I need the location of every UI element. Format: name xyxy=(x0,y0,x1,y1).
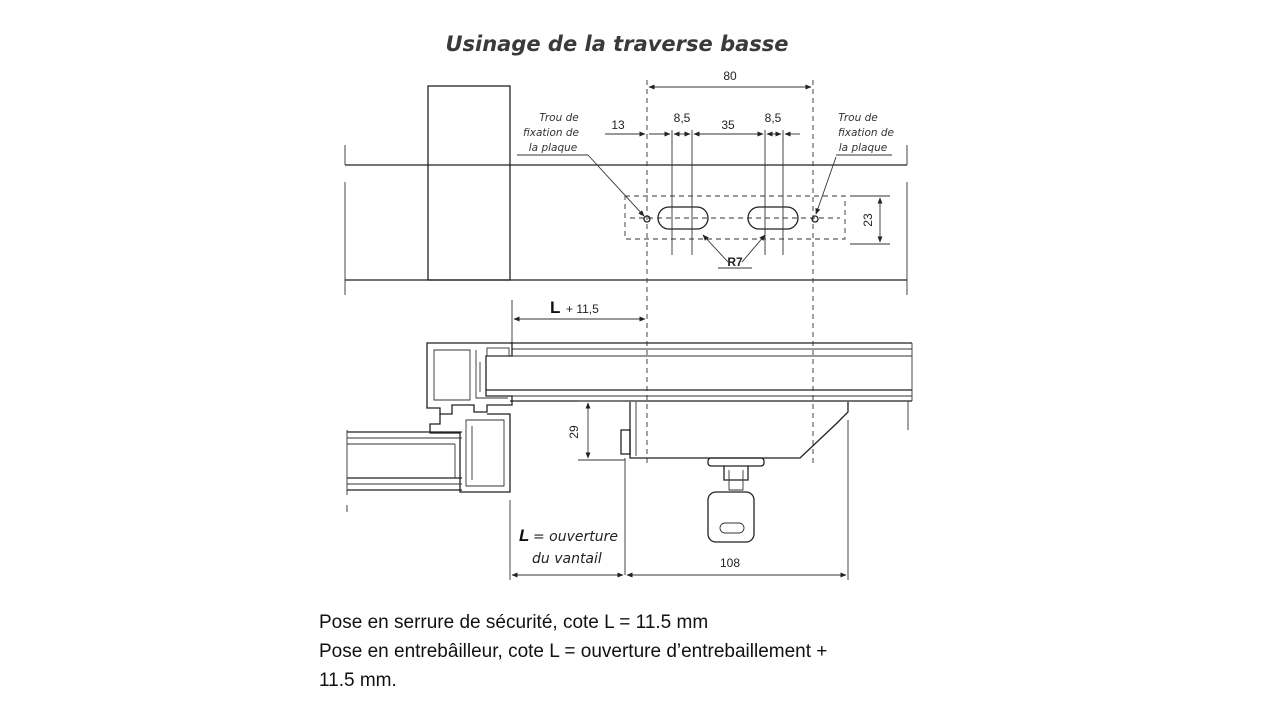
slot-right xyxy=(748,207,798,229)
key-head xyxy=(708,492,754,542)
hole-note-right xyxy=(838,112,894,154)
svg-text:= ouverture: = ouverture xyxy=(533,529,619,545)
svg-text:Trou de: Trou de xyxy=(539,112,579,124)
post-rectangle xyxy=(428,86,510,280)
dim-13: 13 xyxy=(611,118,625,132)
dim-80: 80 xyxy=(723,69,737,83)
svg-text:fixation de: fixation de xyxy=(837,127,895,139)
top-view xyxy=(345,69,907,465)
svg-text:L: L xyxy=(519,526,530,545)
dim-8-5-right: 8,5 xyxy=(764,111,782,125)
dim-l-plus-11-5 xyxy=(512,298,645,345)
svg-text:la plaque: la plaque xyxy=(838,142,888,154)
l-definition-note xyxy=(519,526,618,567)
dim-35: 35 xyxy=(721,118,735,132)
svg-text:fixation de: fixation de xyxy=(522,127,580,139)
dim-29: 29 xyxy=(567,425,581,439)
caption xyxy=(319,608,959,695)
svg-text:du vantail: du vantail xyxy=(532,551,602,567)
svg-text:Trou de: Trou de xyxy=(838,112,878,124)
dim-8-5-left: 8,5 xyxy=(673,111,691,125)
section-view xyxy=(347,343,912,580)
dim-23: 23 xyxy=(861,213,875,227)
caption-line-2: Pose en entrebâilleur, cote L = ouverture d’entrebaillement + xyxy=(319,641,828,662)
caption-line-1: Pose en serrure de sécurité, cote L = 11.5 mm xyxy=(319,612,709,633)
hole-note-left xyxy=(523,112,579,154)
radius-r7-label: R7 xyxy=(727,255,743,269)
caption-line-3: 11.5 mm. xyxy=(319,670,397,691)
svg-text:+ 11,5: + 11,5 xyxy=(566,302,599,316)
svg-text:L: L xyxy=(550,298,561,317)
drawing-title: Usinage de la traverse basse xyxy=(445,32,789,56)
slot-left xyxy=(658,207,708,229)
dim-108: 108 xyxy=(719,556,741,570)
svg-text:la plaque: la plaque xyxy=(528,142,578,154)
